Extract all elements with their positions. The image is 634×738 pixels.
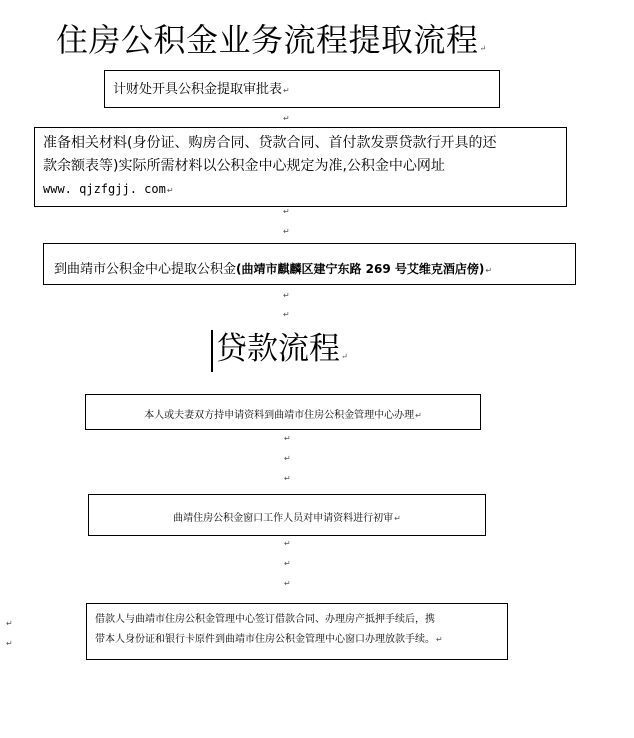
withdrawal-step-2-box — [34, 127, 567, 207]
paragraph-mark: ↵ — [166, 186, 174, 195]
paragraph-mark: ↵ — [283, 114, 290, 123]
withdrawal-step-2-line-2: 款余额表等)实际所需材料以公积金中心规定为准,公积金中心网址 — [43, 158, 445, 174]
withdrawal-title-text: 住房公积金业务流程提取流程 — [56, 21, 479, 59]
withdrawal-step-1-text: 计财处开具公积金提取审批表 — [113, 82, 283, 97]
loan-step-3-box — [86, 603, 508, 660]
loan-step-3-line-2: 带本人身份证和银行卡原件到曲靖市住房公积金管理中心窗口办理放款手续。 — [95, 634, 435, 645]
withdrawal-step-1-box — [104, 70, 500, 108]
paragraph-mark: ↵ — [283, 310, 290, 319]
paragraph-mark: ↵ — [479, 44, 487, 53]
paragraph-mark: ↵ — [284, 579, 291, 588]
loan-step-1-box — [85, 394, 481, 430]
paragraph-mark: ↵ — [6, 619, 13, 628]
text-cursor — [211, 330, 213, 372]
withdrawal-step-3-box — [43, 243, 576, 285]
paragraph-mark: ↵ — [283, 86, 290, 95]
paragraph-mark: ↵ — [284, 559, 291, 568]
paragraph-mark: ↵ — [283, 291, 290, 300]
loan-step-2-text: 曲靖住房公积金窗口工作人员对申请资料进行初审 — [173, 513, 394, 524]
loan-title-text: 贷款流程 — [216, 331, 340, 367]
paragraph-mark: ↵ — [284, 454, 291, 463]
paragraph-mark: ↵ — [341, 352, 348, 361]
paragraph-mark: ↵ — [283, 207, 290, 216]
withdrawal-title — [56, 21, 487, 59]
paragraph-mark: ↵ — [284, 474, 291, 483]
website-url: www. qjzfgjj. com — [43, 182, 166, 196]
paragraph-mark: ↵ — [284, 434, 291, 443]
paragraph-mark: ↵ — [284, 539, 291, 548]
paragraph-mark: ↵ — [283, 227, 290, 236]
paragraph-mark: ↵ — [394, 514, 401, 523]
loan-step-3-line-1: 借款人与曲靖市住房公积金管理中心签订借款合同、办理房产抵押手续后，携 — [95, 614, 435, 625]
loan-step-2-box — [88, 494, 486, 536]
paragraph-mark: ↵ — [6, 639, 13, 648]
withdrawal-step-2-line-1: 准备相关材料(身份证、购房合同、贷款合同、首付款发票贷款行开具的还 — [43, 135, 497, 151]
withdrawal-step-3-text: 到曲靖市公积金中心提取公积金 — [54, 262, 237, 277]
loan-step-1-text: 本人或夫妻双方持申请资料到曲靖市住房公积金管理中心办理 — [144, 410, 415, 421]
paragraph-mark: ↵ — [485, 266, 493, 275]
center-address: (曲靖市麒麟区建宁东路 269 号艾维克酒店傍) — [236, 262, 485, 276]
loan-title — [216, 331, 348, 367]
paragraph-mark: ↵ — [415, 411, 422, 420]
paragraph-mark: ↵ — [436, 635, 443, 644]
